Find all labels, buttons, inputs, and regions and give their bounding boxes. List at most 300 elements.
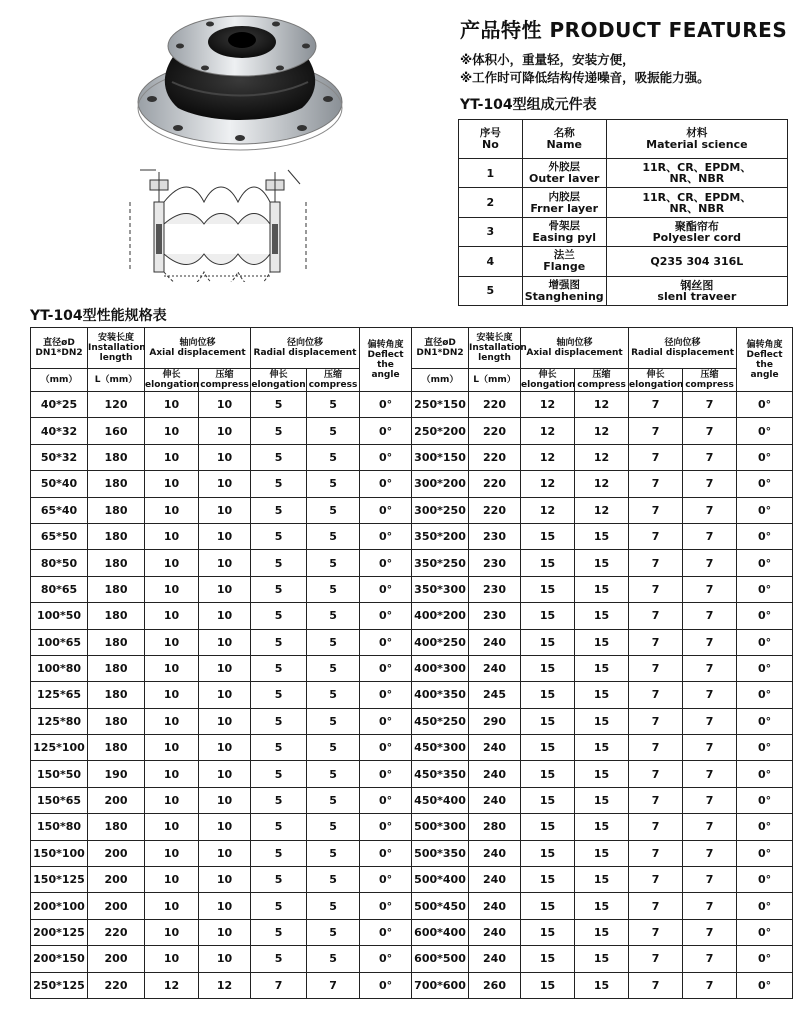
cell-radial-compress-2: 7 bbox=[683, 523, 737, 549]
cell-length-2: 240 bbox=[469, 655, 521, 681]
cell-deflect-angle-2: 0° bbox=[737, 893, 793, 919]
cell-radial-elongation-2: 7 bbox=[629, 708, 683, 734]
cell-diameter-2: 500*400 bbox=[412, 867, 469, 893]
cell-deflect-angle: 0° bbox=[360, 682, 412, 708]
cell-axial-elongation: 10 bbox=[145, 603, 199, 629]
cell-diameter: 125*65 bbox=[31, 682, 88, 708]
cell-deflect-angle-2: 0° bbox=[737, 576, 793, 602]
cell-deflect-angle-2: 0° bbox=[737, 814, 793, 840]
spec-table bbox=[30, 327, 793, 999]
cell-axial-elongation: 10 bbox=[145, 682, 199, 708]
spec-table-title: YT-104型性能规格表 bbox=[30, 308, 167, 324]
cell-radial-elongation-2: 7 bbox=[629, 497, 683, 523]
spec-header-row-2 bbox=[31, 369, 793, 392]
components-row bbox=[459, 188, 788, 217]
cell-axial-elongation-2: 12 bbox=[521, 392, 575, 418]
header-diameter: 直径øD DN1*DN2 bbox=[31, 328, 88, 369]
cell-length: 200 bbox=[88, 787, 145, 813]
cell-deflect-angle-2: 0° bbox=[737, 629, 793, 655]
cell-length: 160 bbox=[88, 418, 145, 444]
cell-radial-compress-2: 7 bbox=[683, 392, 737, 418]
cell-axial-elongation: 10 bbox=[145, 946, 199, 972]
components-body bbox=[459, 159, 788, 306]
header-compress-r: 压缩 compress bbox=[307, 369, 360, 392]
cell-radial-elongation-2: 7 bbox=[629, 682, 683, 708]
cell-diameter: 100*50 bbox=[31, 603, 88, 629]
cell-length-2: 240 bbox=[469, 787, 521, 813]
cell-deflect-angle: 0° bbox=[360, 708, 412, 734]
table-row bbox=[31, 972, 793, 998]
table-row bbox=[31, 629, 793, 655]
cell-length-2: 220 bbox=[469, 418, 521, 444]
cell-radial-compress: 5 bbox=[307, 497, 360, 523]
cell-diameter-2: 300*200 bbox=[412, 471, 469, 497]
cell-radial-elongation-2: 7 bbox=[629, 550, 683, 576]
cell-deflect-angle-2: 0° bbox=[737, 787, 793, 813]
cell-axial-compress-2: 15 bbox=[575, 603, 629, 629]
cell-axial-elongation: 10 bbox=[145, 787, 199, 813]
table-row bbox=[31, 919, 793, 945]
cell-deflect-angle: 0° bbox=[360, 867, 412, 893]
cell-length: 180 bbox=[88, 655, 145, 681]
cell-radial-compress-2: 7 bbox=[683, 603, 737, 629]
cell-radial-compress: 5 bbox=[307, 919, 360, 945]
cell-diameter-2: 700*600 bbox=[412, 972, 469, 998]
cell-axial-compress: 10 bbox=[199, 444, 251, 470]
cell-radial-elongation-2: 7 bbox=[629, 655, 683, 681]
cell-axial-elongation: 10 bbox=[145, 840, 199, 866]
cell-axial-compress: 10 bbox=[199, 840, 251, 866]
cell-diameter-2: 350*200 bbox=[412, 523, 469, 549]
table-row bbox=[31, 840, 793, 866]
cell-diameter-2: 500*300 bbox=[412, 814, 469, 840]
cell-axial-elongation: 10 bbox=[145, 814, 199, 840]
cell-diameter-2: 600*500 bbox=[412, 946, 469, 972]
cell-length: 180 bbox=[88, 735, 145, 761]
cell-radial-elongation: 5 bbox=[251, 708, 307, 734]
cell-diameter-2: 350*250 bbox=[412, 550, 469, 576]
cell-axial-elongation: 10 bbox=[145, 761, 199, 787]
cell-radial-compress-2: 7 bbox=[683, 814, 737, 840]
cell-axial-compress-2: 12 bbox=[575, 471, 629, 497]
cell-axial-compress-2: 15 bbox=[575, 523, 629, 549]
cell-deflect-angle: 0° bbox=[360, 550, 412, 576]
cell-radial-compress: 5 bbox=[307, 603, 360, 629]
header-unit-l-2: L（mm） bbox=[469, 369, 521, 392]
cell-deflect-angle-2: 0° bbox=[737, 523, 793, 549]
cell-length-2: 240 bbox=[469, 735, 521, 761]
cell-axial-compress: 12 bbox=[199, 972, 251, 998]
cell-diameter-2: 400*200 bbox=[412, 603, 469, 629]
table-row bbox=[31, 867, 793, 893]
cell-radial-compress: 5 bbox=[307, 735, 360, 761]
header-axial: 轴向位移 Axial displacement bbox=[145, 328, 251, 369]
components-row bbox=[459, 276, 788, 305]
cell-length: 200 bbox=[88, 893, 145, 919]
header-elongation: 伸长 elongation bbox=[145, 370, 200, 390]
cell-axial-elongation-2: 15 bbox=[521, 761, 575, 787]
cell-axial-compress-2: 15 bbox=[575, 840, 629, 866]
cell-axial-elongation: 10 bbox=[145, 550, 199, 576]
cell-deflect-angle: 0° bbox=[360, 814, 412, 840]
cell-deflect-angle-2: 0° bbox=[737, 946, 793, 972]
cell-axial-compress-2: 15 bbox=[575, 682, 629, 708]
components-row bbox=[459, 247, 788, 276]
component-material: Q235 304 316L bbox=[606, 247, 787, 276]
header-unit-mm-2: （mm） bbox=[412, 369, 469, 392]
cell-radial-compress: 5 bbox=[307, 655, 360, 681]
cell-length-2: 240 bbox=[469, 946, 521, 972]
cell-axial-compress-2: 15 bbox=[575, 550, 629, 576]
cell-radial-elongation: 5 bbox=[251, 867, 307, 893]
cell-length: 180 bbox=[88, 576, 145, 602]
cell-deflect-angle-2: 0° bbox=[737, 972, 793, 998]
cell-axial-compress-2: 12 bbox=[575, 418, 629, 444]
cell-axial-elongation-2: 15 bbox=[521, 682, 575, 708]
cell-radial-elongation: 5 bbox=[251, 761, 307, 787]
cell-diameter: 40*32 bbox=[31, 418, 88, 444]
cell-deflect-angle-2: 0° bbox=[737, 867, 793, 893]
cell-axial-compress: 10 bbox=[199, 708, 251, 734]
cell-axial-elongation-2: 12 bbox=[521, 471, 575, 497]
cell-axial-compress-2: 12 bbox=[575, 392, 629, 418]
product-photo bbox=[130, 4, 350, 152]
cell-diameter-2: 250*150 bbox=[412, 392, 469, 418]
cell-diameter-2: 400*350 bbox=[412, 682, 469, 708]
cell-radial-elongation-2: 7 bbox=[629, 814, 683, 840]
cell-diameter: 40*25 bbox=[31, 392, 88, 418]
cell-length-2: 260 bbox=[469, 972, 521, 998]
cell-radial-elongation-2: 7 bbox=[629, 576, 683, 602]
cell-radial-compress-2: 7 bbox=[683, 867, 737, 893]
table-row bbox=[31, 444, 793, 470]
cell-radial-compress: 5 bbox=[307, 840, 360, 866]
cell-axial-elongation-2: 12 bbox=[521, 444, 575, 470]
cell-axial-elongation-2: 15 bbox=[521, 787, 575, 813]
cell-axial-compress: 10 bbox=[199, 603, 251, 629]
cell-axial-compress: 10 bbox=[199, 919, 251, 945]
cell-length-2: 280 bbox=[469, 814, 521, 840]
header-unit-l: L（mm） bbox=[88, 369, 145, 392]
cell-axial-compress: 10 bbox=[199, 761, 251, 787]
header-no: 序号 No bbox=[459, 120, 523, 159]
header-compress-r2: 压缩 compress bbox=[683, 369, 737, 392]
cell-deflect-angle: 0° bbox=[360, 919, 412, 945]
cell-diameter-2: 400*300 bbox=[412, 655, 469, 681]
cell-axial-elongation-2: 15 bbox=[521, 893, 575, 919]
cell-diameter-2: 450*400 bbox=[412, 787, 469, 813]
cell-radial-compress-2: 7 bbox=[683, 682, 737, 708]
cell-radial-elongation-2: 7 bbox=[629, 972, 683, 998]
cell-length-2: 240 bbox=[469, 761, 521, 787]
cell-axial-compress-2: 15 bbox=[575, 761, 629, 787]
cell-radial-elongation: 5 bbox=[251, 444, 307, 470]
cell-deflect-angle: 0° bbox=[360, 655, 412, 681]
cell-deflect-angle-2: 0° bbox=[737, 603, 793, 629]
cell-radial-compress: 5 bbox=[307, 444, 360, 470]
cell-axial-compress-2: 15 bbox=[575, 576, 629, 602]
cell-deflect-angle: 0° bbox=[360, 893, 412, 919]
cell-axial-compress-2: 15 bbox=[575, 867, 629, 893]
cell-radial-elongation: 7 bbox=[251, 972, 307, 998]
cell-radial-compress-2: 7 bbox=[683, 840, 737, 866]
table-row bbox=[31, 523, 793, 549]
cell-radial-elongation: 5 bbox=[251, 392, 307, 418]
header-length-2: 安装长度 Installation length bbox=[469, 328, 521, 369]
features-title: 产品特性 PRODUCT FEATURES bbox=[460, 18, 788, 42]
component-material: 11R、CR、EPDM、 NR、NBR bbox=[606, 188, 787, 217]
cell-diameter: 65*50 bbox=[31, 523, 88, 549]
cell-length: 180 bbox=[88, 629, 145, 655]
cell-length: 180 bbox=[88, 471, 145, 497]
cell-length-2: 230 bbox=[469, 523, 521, 549]
cell-radial-compress: 5 bbox=[307, 893, 360, 919]
cell-length-2: 245 bbox=[469, 682, 521, 708]
cell-radial-compress-2: 7 bbox=[683, 629, 737, 655]
cell-radial-elongation: 5 bbox=[251, 418, 307, 444]
header-elongation-r: 伸长 elongation bbox=[251, 370, 306, 390]
cell-diameter-2: 450*350 bbox=[412, 761, 469, 787]
cell-radial-compress-2: 7 bbox=[683, 655, 737, 681]
header-radial-2: 径向位移 Radial displacement bbox=[629, 328, 737, 369]
cell-deflect-angle: 0° bbox=[360, 523, 412, 549]
cell-length: 180 bbox=[88, 444, 145, 470]
cell-axial-elongation: 12 bbox=[145, 972, 199, 998]
cell-radial-elongation: 5 bbox=[251, 946, 307, 972]
table-row bbox=[31, 946, 793, 972]
cell-length-2: 230 bbox=[469, 603, 521, 629]
table-row bbox=[31, 471, 793, 497]
cell-diameter-2: 500*450 bbox=[412, 893, 469, 919]
cell-deflect-angle-2: 0° bbox=[737, 761, 793, 787]
cell-radial-elongation-2: 7 bbox=[629, 946, 683, 972]
cell-diameter-2: 300*250 bbox=[412, 497, 469, 523]
cell-radial-compress: 5 bbox=[307, 867, 360, 893]
cell-deflect-angle-2: 0° bbox=[737, 444, 793, 470]
cell-axial-elongation: 10 bbox=[145, 418, 199, 444]
cell-length: 180 bbox=[88, 550, 145, 576]
cell-axial-elongation: 10 bbox=[145, 919, 199, 945]
cell-diameter: 100*80 bbox=[31, 655, 88, 681]
cell-axial-compress-2: 15 bbox=[575, 655, 629, 681]
cell-radial-compress-2: 7 bbox=[683, 418, 737, 444]
cell-axial-elongation: 10 bbox=[145, 708, 199, 734]
cell-radial-compress-2: 7 bbox=[683, 444, 737, 470]
cell-length: 200 bbox=[88, 946, 145, 972]
cell-radial-elongation: 5 bbox=[251, 629, 307, 655]
cell-length-2: 220 bbox=[469, 471, 521, 497]
components-table bbox=[458, 119, 788, 306]
cell-length: 190 bbox=[88, 761, 145, 787]
cell-axial-elongation-2: 15 bbox=[521, 840, 575, 866]
cell-axial-elongation-2: 15 bbox=[521, 867, 575, 893]
cell-axial-compress: 10 bbox=[199, 814, 251, 840]
cell-radial-compress-2: 7 bbox=[683, 761, 737, 787]
cell-axial-elongation: 10 bbox=[145, 576, 199, 602]
cell-diameter: 200*150 bbox=[31, 946, 88, 972]
cell-deflect-angle-2: 0° bbox=[737, 550, 793, 576]
cell-radial-compress: 5 bbox=[307, 708, 360, 734]
cell-radial-compress-2: 7 bbox=[683, 497, 737, 523]
cell-radial-compress: 5 bbox=[307, 418, 360, 444]
cell-deflect-angle: 0° bbox=[360, 840, 412, 866]
cell-radial-compress: 5 bbox=[307, 523, 360, 549]
cell-radial-compress-2: 7 bbox=[683, 576, 737, 602]
cell-deflect-angle: 0° bbox=[360, 787, 412, 813]
cell-radial-compress: 5 bbox=[307, 761, 360, 787]
cell-axial-compress-2: 15 bbox=[575, 946, 629, 972]
cell-axial-compress: 10 bbox=[199, 497, 251, 523]
cell-deflect-angle-2: 0° bbox=[737, 497, 793, 523]
component-no: 5 bbox=[459, 276, 523, 305]
cell-length: 120 bbox=[88, 392, 145, 418]
cell-diameter: 80*65 bbox=[31, 576, 88, 602]
component-name: 法兰 Flange bbox=[522, 247, 606, 276]
cell-radial-elongation-2: 7 bbox=[629, 919, 683, 945]
cell-axial-compress-2: 15 bbox=[575, 787, 629, 813]
component-name: 增强图 Stanghening bbox=[522, 276, 606, 305]
cell-radial-compress-2: 7 bbox=[683, 787, 737, 813]
table-row bbox=[31, 655, 793, 681]
cell-axial-compress: 10 bbox=[199, 576, 251, 602]
table-row bbox=[31, 787, 793, 813]
cell-axial-compress: 10 bbox=[199, 867, 251, 893]
cell-length-2: 290 bbox=[469, 708, 521, 734]
table-row bbox=[31, 708, 793, 734]
header-elongation-2: 伸长 elongation bbox=[521, 370, 576, 390]
component-name: 骨架层 Easing pyl bbox=[522, 217, 606, 246]
cell-diameter: 50*40 bbox=[31, 471, 88, 497]
cell-radial-elongation-2: 7 bbox=[629, 523, 683, 549]
cell-axial-compress-2: 15 bbox=[575, 735, 629, 761]
cell-axial-elongation-2: 12 bbox=[521, 418, 575, 444]
cell-length: 180 bbox=[88, 814, 145, 840]
cell-length: 180 bbox=[88, 497, 145, 523]
component-no: 1 bbox=[459, 159, 523, 188]
component-no: 4 bbox=[459, 247, 523, 276]
cell-axial-compress: 10 bbox=[199, 893, 251, 919]
table-row bbox=[31, 814, 793, 840]
cell-deflect-angle-2: 0° bbox=[737, 471, 793, 497]
cell-axial-elongation: 10 bbox=[145, 392, 199, 418]
cross-section-drawing bbox=[120, 162, 330, 282]
cell-length: 220 bbox=[88, 972, 145, 998]
cell-diameter: 125*80 bbox=[31, 708, 88, 734]
cell-radial-elongation: 5 bbox=[251, 735, 307, 761]
cell-axial-elongation-2: 15 bbox=[521, 735, 575, 761]
header-angle-2: 偏转角度 Deflect the angle bbox=[737, 328, 793, 392]
component-name: 内胶层 Frner layer bbox=[522, 188, 606, 217]
table-row bbox=[31, 893, 793, 919]
cell-deflect-angle-2: 0° bbox=[737, 735, 793, 761]
cell-diameter-2: 450*250 bbox=[412, 708, 469, 734]
components-row bbox=[459, 217, 788, 246]
cell-axial-compress: 10 bbox=[199, 471, 251, 497]
cell-axial-compress: 10 bbox=[199, 682, 251, 708]
cell-axial-compress-2: 15 bbox=[575, 708, 629, 734]
table-row bbox=[31, 418, 793, 444]
component-material: 聚酯帘布 Polyesler cord bbox=[606, 217, 787, 246]
cell-radial-elongation: 5 bbox=[251, 603, 307, 629]
cell-axial-compress: 10 bbox=[199, 946, 251, 972]
cell-axial-elongation: 10 bbox=[145, 629, 199, 655]
cell-axial-compress: 10 bbox=[199, 418, 251, 444]
cell-deflect-angle: 0° bbox=[360, 972, 412, 998]
components-table-title: YT-104型组成元件表 bbox=[460, 97, 597, 113]
cell-radial-elongation-2: 7 bbox=[629, 787, 683, 813]
cell-radial-elongation-2: 7 bbox=[629, 735, 683, 761]
table-row bbox=[31, 735, 793, 761]
cell-axial-elongation: 10 bbox=[145, 655, 199, 681]
cell-radial-elongation-2: 7 bbox=[629, 471, 683, 497]
cell-radial-elongation-2: 7 bbox=[629, 603, 683, 629]
cell-diameter: 250*125 bbox=[31, 972, 88, 998]
cell-axial-compress: 10 bbox=[199, 523, 251, 549]
cell-radial-compress-2: 7 bbox=[683, 946, 737, 972]
cell-axial-elongation-2: 15 bbox=[521, 919, 575, 945]
cell-radial-elongation: 5 bbox=[251, 840, 307, 866]
cell-axial-elongation: 10 bbox=[145, 735, 199, 761]
cell-radial-elongation-2: 7 bbox=[629, 392, 683, 418]
cell-radial-compress: 5 bbox=[307, 682, 360, 708]
cell-length: 200 bbox=[88, 840, 145, 866]
feature-line-2: ※工作时可降低结构传递噪音，吸振能力强。 bbox=[460, 70, 710, 85]
cell-radial-elongation-2: 7 bbox=[629, 840, 683, 866]
cell-diameter: 150*125 bbox=[31, 867, 88, 893]
cell-radial-compress-2: 7 bbox=[683, 972, 737, 998]
cell-diameter: 200*100 bbox=[31, 893, 88, 919]
cell-deflect-angle-2: 0° bbox=[737, 682, 793, 708]
cell-length: 180 bbox=[88, 682, 145, 708]
cell-length: 180 bbox=[88, 523, 145, 549]
cell-diameter: 150*80 bbox=[31, 814, 88, 840]
cell-radial-compress: 5 bbox=[307, 550, 360, 576]
cell-axial-compress: 10 bbox=[199, 629, 251, 655]
table-row bbox=[31, 550, 793, 576]
cell-radial-compress-2: 7 bbox=[683, 919, 737, 945]
cell-length: 200 bbox=[88, 867, 145, 893]
cell-diameter-2: 600*400 bbox=[412, 919, 469, 945]
components-row bbox=[459, 159, 788, 188]
cell-radial-compress: 5 bbox=[307, 629, 360, 655]
cell-radial-elongation-2: 7 bbox=[629, 418, 683, 444]
cell-length-2: 230 bbox=[469, 550, 521, 576]
cell-deflect-angle: 0° bbox=[360, 603, 412, 629]
cell-radial-elongation: 5 bbox=[251, 919, 307, 945]
header-diameter-2: 直径øD DN1*DN2 bbox=[412, 328, 469, 369]
cell-axial-compress: 10 bbox=[199, 787, 251, 813]
cell-radial-compress-2: 7 bbox=[683, 893, 737, 919]
header-elongation-r2: 伸长 elongation bbox=[629, 370, 684, 390]
cell-axial-compress-2: 12 bbox=[575, 497, 629, 523]
cell-diameter: 100*65 bbox=[31, 629, 88, 655]
cell-radial-elongation-2: 7 bbox=[629, 444, 683, 470]
cell-deflect-angle-2: 0° bbox=[737, 655, 793, 681]
cell-deflect-angle: 0° bbox=[360, 418, 412, 444]
cell-radial-compress-2: 7 bbox=[683, 735, 737, 761]
header-name: 名称 Name bbox=[522, 120, 606, 159]
feature-line-1: ※体积小，重量轻，安装方便， bbox=[460, 52, 635, 67]
cell-radial-elongation: 5 bbox=[251, 787, 307, 813]
cell-radial-elongation: 5 bbox=[251, 576, 307, 602]
header-axial-2: 轴向位移 Axial displacement bbox=[521, 328, 629, 369]
cell-axial-elongation-2: 15 bbox=[521, 972, 575, 998]
cell-radial-elongation: 5 bbox=[251, 523, 307, 549]
cell-diameter: 125*100 bbox=[31, 735, 88, 761]
cell-radial-compress: 5 bbox=[307, 576, 360, 602]
component-no: 3 bbox=[459, 217, 523, 246]
cell-axial-elongation-2: 15 bbox=[521, 814, 575, 840]
